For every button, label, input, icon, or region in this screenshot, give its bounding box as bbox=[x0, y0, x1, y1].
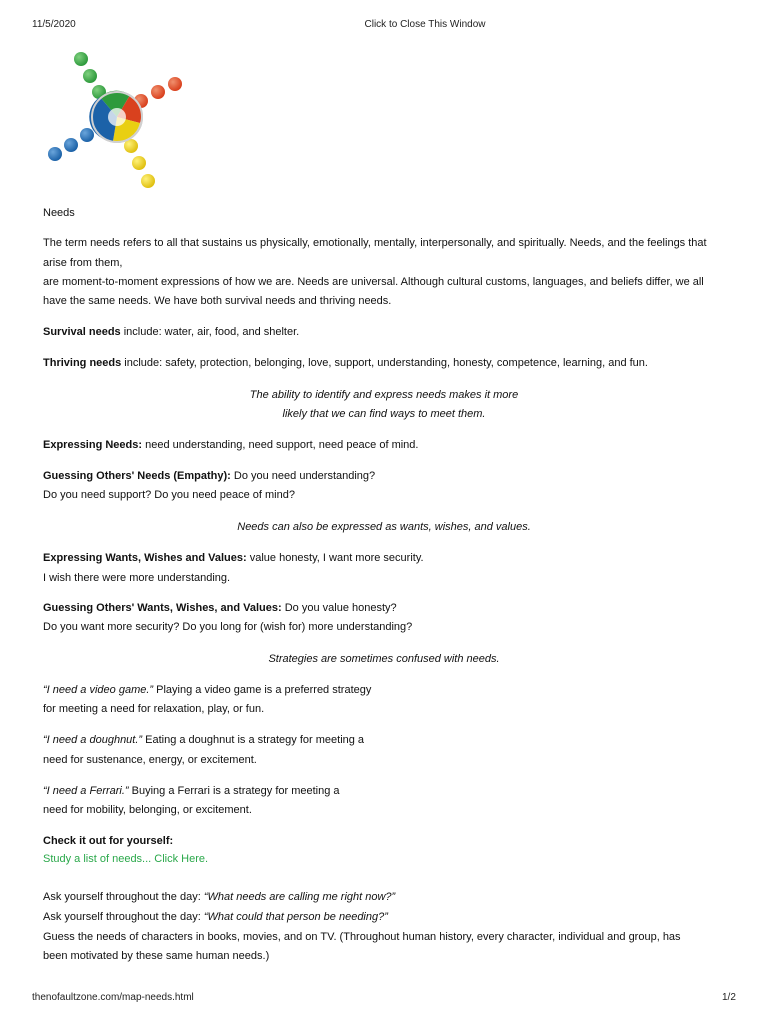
ask-yourself-prefix-2: Ask yourself throughout the day: bbox=[43, 911, 204, 923]
footer-url: thenofaultzone.com/map-needs.html bbox=[32, 992, 194, 1003]
thriving-needs-line bbox=[43, 356, 648, 370]
example-doughnut-quote: “I need a doughnut.” bbox=[43, 734, 143, 746]
guessing-wants-line bbox=[43, 601, 397, 615]
example-ferrari-line bbox=[43, 784, 340, 798]
survival-needs-text: include: water, air, food, and shelter. bbox=[120, 326, 300, 338]
example-doughnut-line-2: need for sustenance, energy, or excitement. bbox=[43, 754, 257, 766]
ask-yourself-line-2 bbox=[43, 910, 388, 924]
example-ferrari-quote: “I need a Ferrari.” bbox=[43, 785, 129, 797]
page-heading: Needs bbox=[43, 207, 75, 219]
survival-needs-line bbox=[43, 325, 299, 339]
expressing-wants-label: Expressing Wants, Wishes and Values: bbox=[43, 552, 247, 564]
header-date: 11/5/2020 bbox=[32, 19, 76, 30]
guessing-needs-line-2: Do you need support? Do you need peace of mind? bbox=[43, 489, 295, 501]
ask-yourself-quote-1: “What needs are calling me right now?” bbox=[203, 891, 396, 903]
guessing-wants-line-2: Do you want more security? Do you long for (wish for) more understanding? bbox=[43, 621, 413, 633]
needs-map-logo bbox=[40, 45, 190, 195]
close-window-link[interactable]: Click to Close This Window bbox=[364, 19, 486, 30]
intro-line-2: arise from them, bbox=[43, 257, 123, 269]
expressing-needs-text: need understanding, need support, need peace of mind. bbox=[142, 439, 419, 451]
example-video-game-text: Playing a video game is a preferred strategy bbox=[153, 684, 372, 696]
guessing-wants-label: Guessing Others' Wants, Wishes, and Values: bbox=[43, 602, 282, 614]
example-doughnut-line bbox=[43, 733, 364, 747]
quote-strategies: Strategies are sometimes confused with needs. bbox=[268, 653, 500, 665]
example-ferrari-text: Buying a Ferrari is a strategy for meeting a bbox=[128, 785, 340, 797]
quote-ability-line-1: The ability to identify and express needs makes it more bbox=[249, 389, 519, 401]
expressing-needs-label: Expressing Needs: bbox=[43, 439, 143, 451]
ask-yourself-line-1 bbox=[43, 890, 395, 904]
intro-line-1: The term needs refers to all that sustains us physically, emotionally, mentally, interpersonally, and spiritually. Needs, and the feelings that bbox=[43, 237, 707, 249]
example-ferrari-line-2: need for mobility, belonging, or excitement. bbox=[43, 804, 252, 816]
quote-ability-line-2: likely that we can find ways to meet them. bbox=[282, 408, 486, 420]
thriving-needs-label: Thriving needs bbox=[43, 357, 122, 369]
expressing-wants-text: value honesty, I want more security. bbox=[246, 552, 424, 564]
intro-line-3: are moment-to-moment expressions of how we are. Needs are universal. Although cultural customs, languages, and beliefs differ, we all bbox=[43, 276, 704, 288]
example-doughnut-text: Eating a doughnut is a strategy for meeting a bbox=[142, 734, 365, 746]
ask-yourself-quote-2: “What could that person be needing?” bbox=[203, 911, 388, 923]
check-it-out-heading: Check it out for yourself: bbox=[43, 835, 174, 847]
guessing-needs-label: Guessing Others' Needs (Empathy): bbox=[43, 470, 231, 482]
example-video-game-quote: “I need a video game.” bbox=[43, 684, 154, 696]
example-video-game-line-2: for meeting a need for relaxation, play, or fun. bbox=[43, 703, 265, 715]
guessing-needs-line bbox=[43, 469, 375, 483]
footer-page-number: 1/2 bbox=[722, 992, 736, 1003]
ask-yourself-prefix-1: Ask yourself throughout the day: bbox=[43, 891, 204, 903]
guessing-wants-text: Do you value honesty? bbox=[281, 602, 397, 614]
guessing-needs-text: Do you need understanding? bbox=[230, 470, 376, 482]
expressing-wants-line bbox=[43, 551, 424, 565]
thriving-needs-text: include: safety, protection, belonging, love, support, understanding, honesty, competence, learning, and fun. bbox=[121, 357, 648, 369]
example-video-game-line bbox=[43, 683, 371, 697]
survival-needs-label: Survival needs bbox=[43, 326, 121, 338]
quote-wants: Needs can also be expressed as wants, wishes, and values. bbox=[237, 521, 531, 533]
study-needs-list-link[interactable]: Study a list of needs... Click Here. bbox=[43, 853, 209, 865]
intro-line-4: have the same needs. We have both survival needs and thriving needs. bbox=[43, 295, 392, 307]
guess-characters-line-1: Guess the needs of characters in books, movies, and on TV. (Throughout human history, every character, individual and group, has bbox=[43, 931, 681, 943]
expressing-wants-line-2: I wish there were more understanding. bbox=[43, 572, 231, 584]
expressing-needs-line bbox=[43, 438, 418, 452]
guess-characters-line-2: been motivated by these same human needs.) bbox=[43, 950, 270, 962]
